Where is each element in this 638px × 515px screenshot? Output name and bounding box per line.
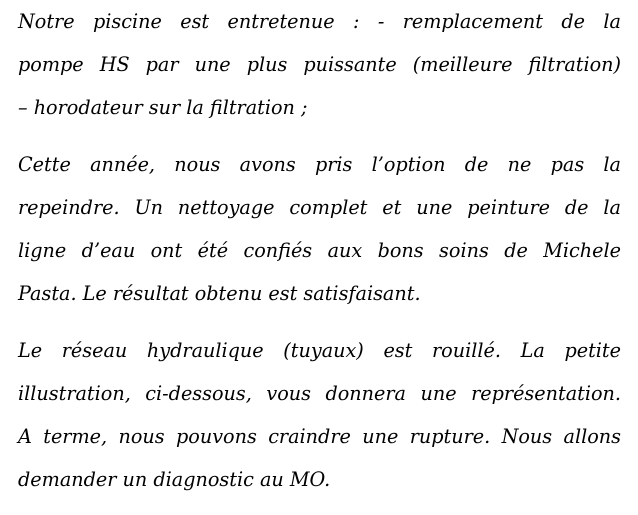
text-line: pompe HS par une plus puissante (meilleure filtration) [18,53,621,76]
text-line: illustration, ci-dessous, vous donnera une représentation. [18,382,621,405]
text-line: A terme, nous pouvons craindre une rupture. Nous allons [18,425,621,448]
text-line: demander un diagnostic au MO. [18,468,331,491]
paragraph-hydraulic-network [18,329,621,501]
text-line: Le réseau hydraulique (tuyaux) est rouillé. La petite [18,339,621,362]
document-body [18,0,621,515]
paragraph-cleaning [18,143,621,315]
text-line: Cette année, nous avons pris l’option de ne pas la [18,153,621,176]
text-line: Notre piscine est entretenue : - remplacement de la [18,10,621,33]
text-line: repeindre. Un nettoyage complet et une peinture de la [18,196,621,219]
text-line: Pasta. Le résultat obtenu est satisfaisant. [18,282,421,305]
paragraph-pool-maintenance [18,0,621,129]
text-line: – horodateur sur la filtration ; [18,96,308,119]
text-line: ligne d’eau ont été confiés aux bons soins de Michele [18,239,621,262]
